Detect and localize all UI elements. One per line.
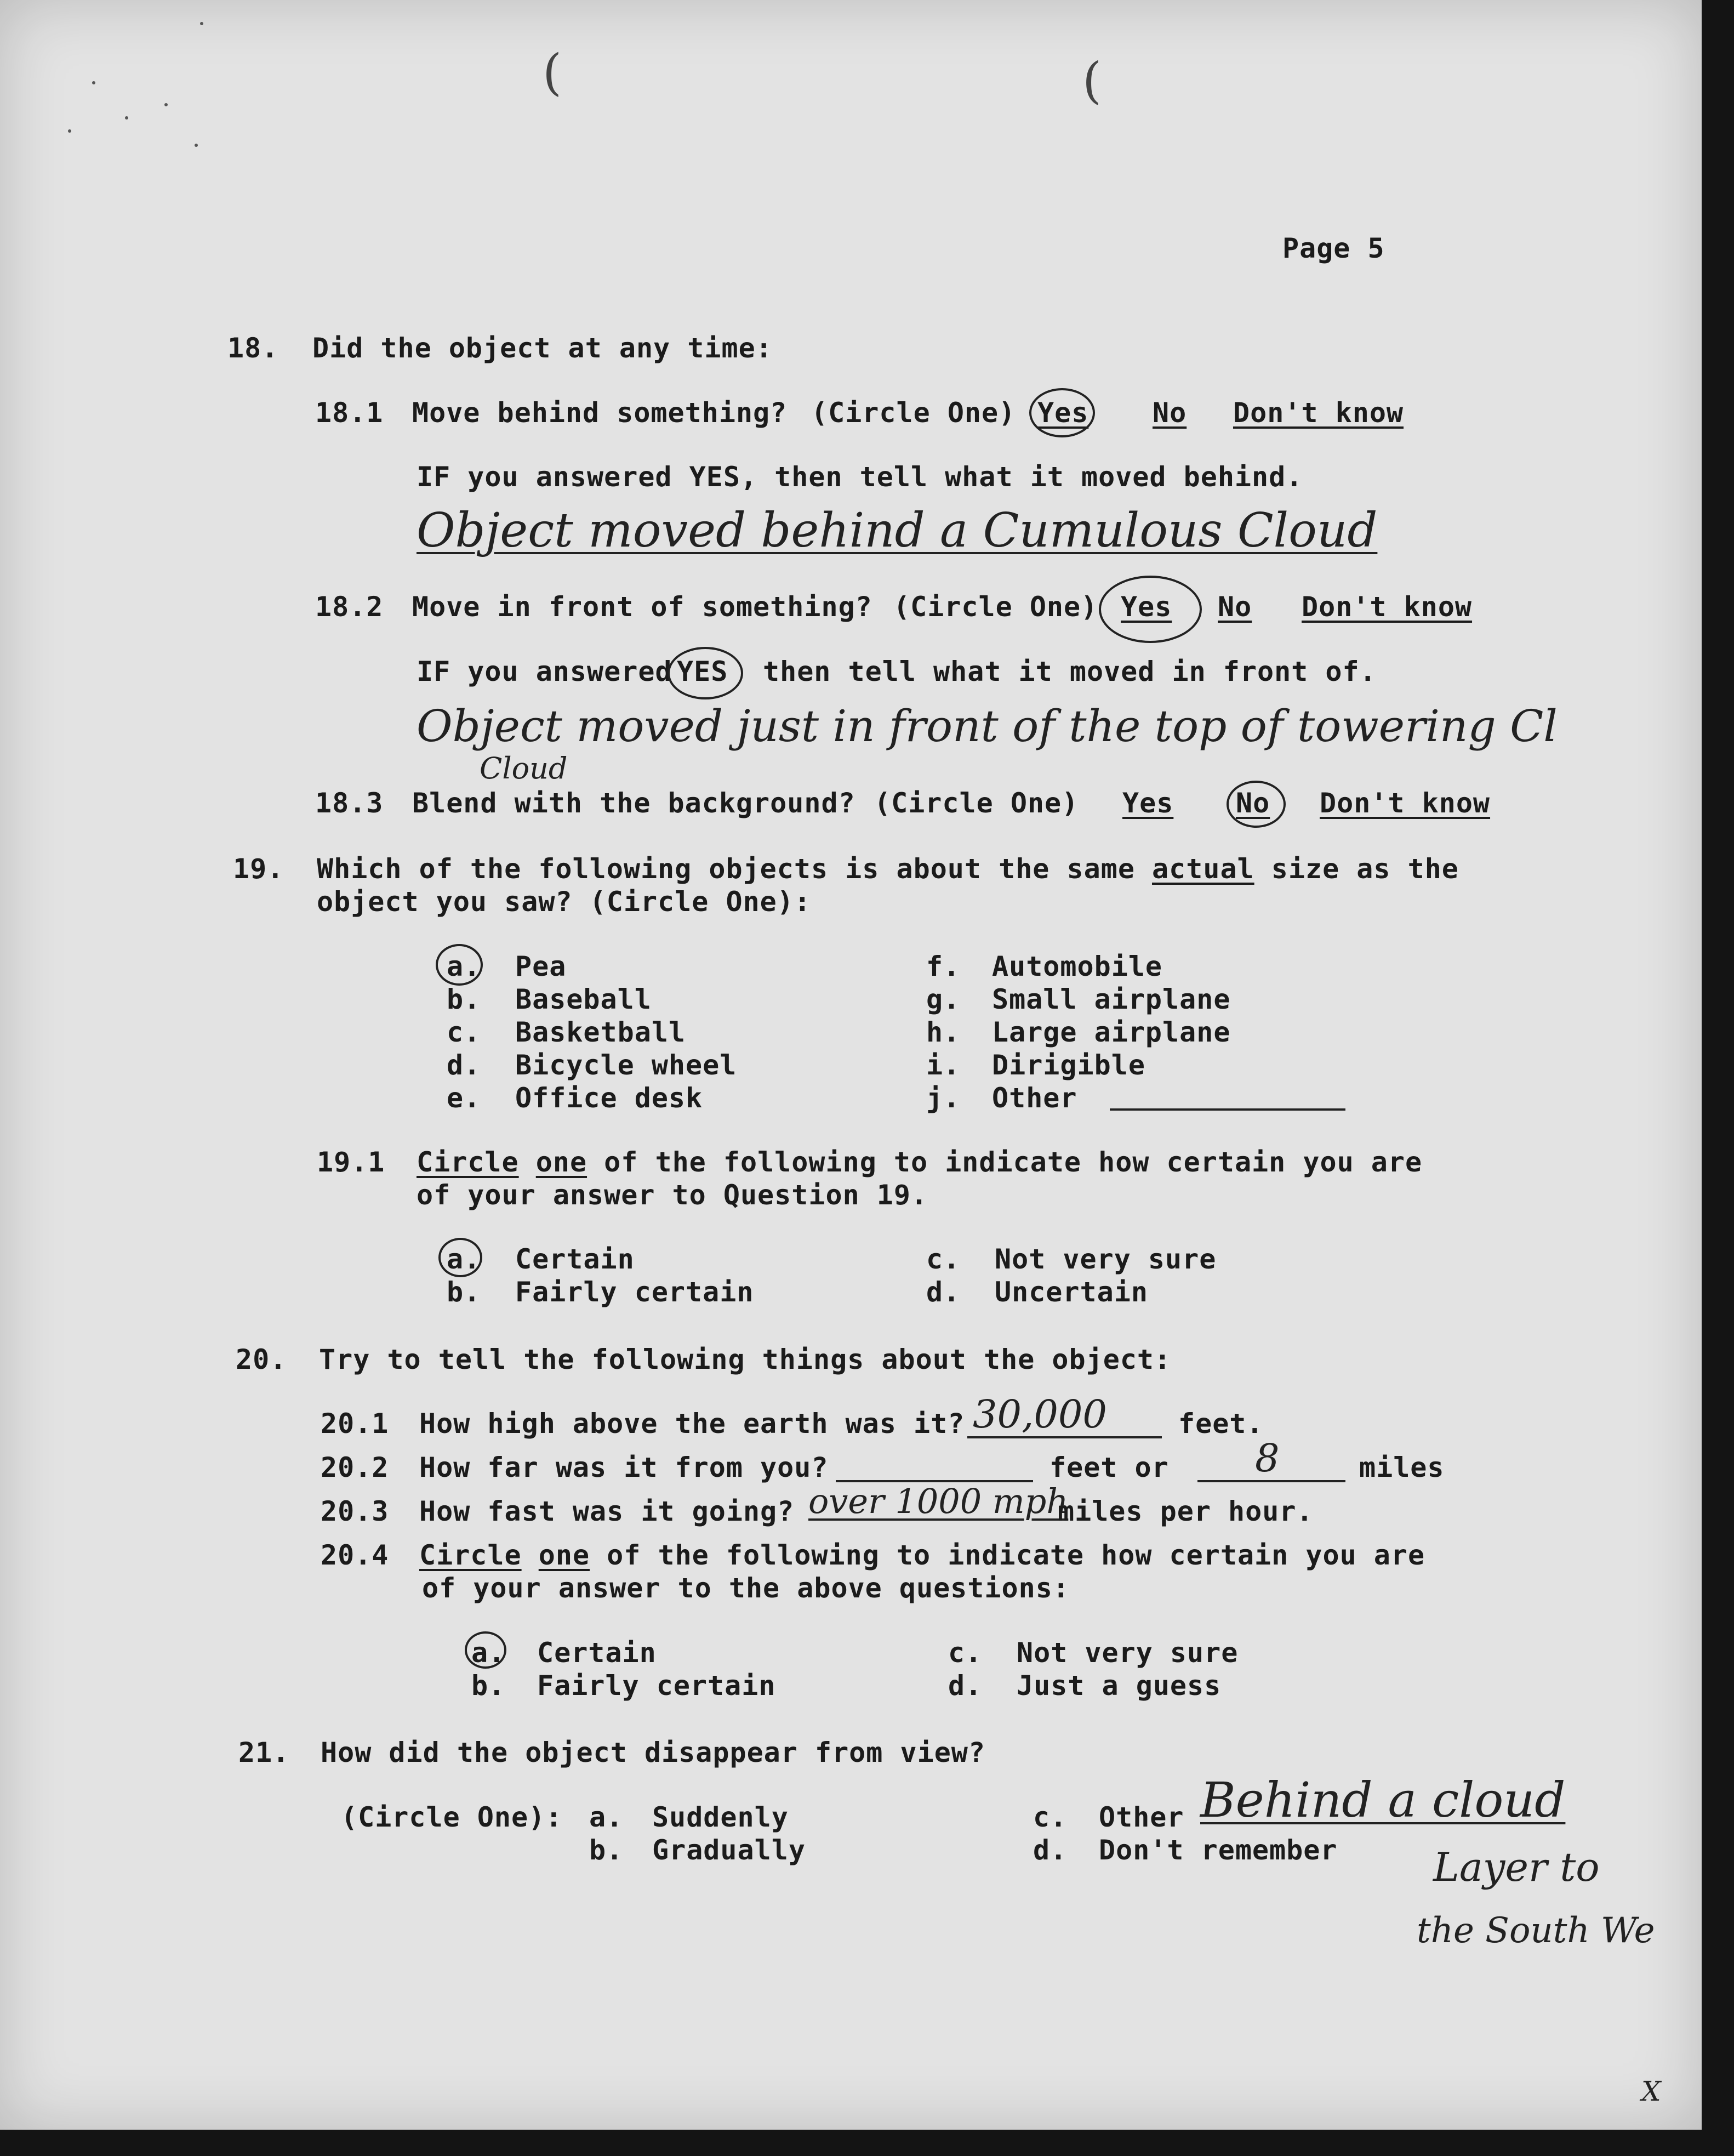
q20-4-option-letter[interactable]: a. — [471, 1637, 506, 1669]
corner-mark: X — [1641, 2075, 1661, 2107]
q19-option-label: Large airplane — [992, 1016, 1231, 1048]
q18-2-handwritten-answer: Object moved just in front of the top of towering Cl — [417, 701, 1558, 752]
q20-4-one-word: one — [538, 1539, 590, 1571]
answer-circle — [1227, 781, 1286, 828]
q20-4-option-letter[interactable]: b. — [471, 1670, 506, 1702]
q20-4-line1-rest: of the following to indicate how certain you are — [607, 1539, 1425, 1571]
q20-4-option-letter[interactable]: c. — [948, 1637, 983, 1669]
answer-circle — [1029, 388, 1095, 437]
q19-1-number: 19.1 — [317, 1146, 385, 1178]
q19-1-circle-word: Circle — [417, 1146, 519, 1178]
q21-option-letter[interactable]: a. — [589, 1801, 624, 1833]
q18-1-option-dont-know[interactable]: Don't know — [1233, 397, 1404, 429]
q19-option-letter[interactable]: i. — [926, 1049, 961, 1081]
q18-1-option-no[interactable]: No — [1153, 397, 1187, 429]
q19-1-option-label: Fairly certain — [515, 1276, 754, 1308]
q18-2-followup-prefix: IF you answered — [417, 656, 672, 687]
q18-number: 18. — [227, 332, 279, 364]
q19-1-option-letter[interactable]: c. — [926, 1243, 961, 1275]
q21-circle-note: (Circle One): — [341, 1801, 563, 1833]
q19-option-letter[interactable]: j. — [926, 1082, 961, 1114]
q19-option-label: Pea — [515, 951, 567, 982]
q18-2-followup-yes: YES — [677, 656, 728, 687]
q18-1-circle-note: (Circle One) — [811, 397, 1016, 429]
q21-option-label: Gradually — [652, 1834, 806, 1866]
answer-circle — [668, 647, 743, 699]
q19-option-label: Office desk — [515, 1082, 703, 1114]
q18-1-handwritten-answer: Object moved behind a Cumulous Cloud — [417, 503, 1378, 558]
q19-other-blank[interactable] — [1110, 1108, 1345, 1111]
scan-border-right — [1702, 0, 1734, 2156]
answer-circle — [436, 944, 483, 986]
q19-line1-b: size as the — [1271, 853, 1459, 885]
q20-2-unit2: miles — [1359, 1452, 1445, 1483]
scan-speck — [68, 129, 71, 133]
q18-3-number: 18.3 — [315, 787, 384, 819]
q19-option-label: Bicycle wheel — [515, 1049, 737, 1081]
q19-line2: object you saw? (Circle One): — [317, 886, 811, 918]
q21-other-handwritten-3: the South We — [1417, 1910, 1655, 1951]
q18-2-option-dont-know[interactable]: Don't know — [1302, 591, 1473, 623]
q18-2-option-yes[interactable]: Yes — [1121, 591, 1172, 623]
q19-1-line1 — [417, 1148, 1422, 1176]
q20-4-number: 20.4 — [321, 1539, 389, 1571]
q19-option-label: Baseball — [515, 983, 652, 1015]
q19-option-letter[interactable]: a. — [447, 951, 481, 982]
q19-number: 19. — [233, 853, 284, 885]
q21-other-handwritten-2: Layer to — [1433, 1844, 1600, 1890]
q20-4-option-label: Not very sure — [1017, 1637, 1239, 1669]
q19-option-label: Small airplane — [992, 983, 1231, 1015]
q20-4-option-label: Certain — [537, 1637, 657, 1669]
q20-2-number: 20.2 — [321, 1452, 389, 1483]
q19-option-letter[interactable]: h. — [926, 1016, 961, 1048]
q19-1-option-letter[interactable]: a. — [447, 1243, 481, 1275]
q20-4-circle-word: Circle — [419, 1539, 522, 1571]
q21-other-handwritten-1: Behind a cloud — [1200, 1772, 1566, 1828]
q21-number: 21. — [238, 1737, 290, 1768]
q20-text: Try to tell the following things about the object: — [319, 1344, 1172, 1375]
q20-3-number: 20.3 — [321, 1495, 389, 1527]
q20-1-handwritten-answer: 30,000 — [973, 1392, 1107, 1437]
q18-2-text: Move in front of something? — [412, 591, 872, 623]
q18-3-option-yes[interactable]: Yes — [1122, 787, 1174, 819]
q19-option-letter[interactable]: c. — [447, 1016, 481, 1048]
scan-speck — [125, 116, 128, 120]
q19-1-line2: of your answer to Question 19. — [417, 1179, 928, 1211]
q18-1-option-yes[interactable]: Yes — [1037, 397, 1089, 429]
q20-number: 20. — [236, 1344, 287, 1375]
q18-2-circle-note: (Circle One) — [893, 591, 1098, 623]
answer-circle — [1099, 576, 1202, 643]
q21-option-label: Suddenly — [652, 1801, 789, 1833]
answer-circle — [438, 1238, 482, 1277]
scan-border-bottom — [0, 2130, 1734, 2156]
q19-option-label: Other — [992, 1082, 1077, 1114]
q19-option-letter[interactable]: f. — [926, 951, 961, 982]
q21-option-letter[interactable]: d. — [1033, 1834, 1068, 1866]
q20-2-miles-blank[interactable] — [1197, 1480, 1345, 1482]
q20-2-unit1: feet or — [1049, 1452, 1169, 1483]
q19-line1-underlined: actual — [1152, 853, 1254, 885]
q20-2-text: How far was it from you? — [419, 1452, 829, 1483]
q19-1-option-letter[interactable]: b. — [447, 1276, 481, 1308]
q20-4-option-label: Just a guess — [1017, 1670, 1222, 1702]
q19-option-label: Dirigible — [992, 1049, 1145, 1081]
q19-option-letter[interactable]: d. — [447, 1049, 481, 1081]
q19-1-one-word: one — [535, 1146, 587, 1178]
scan-mark: ( — [1082, 52, 1102, 110]
q19-line1 — [317, 855, 1459, 883]
q20-3-unit: miles per hour. — [1058, 1495, 1314, 1527]
q20-1-text: How high above the earth was it? — [419, 1408, 965, 1440]
q19-line1-a: Which of the following objects is about the same — [317, 853, 1135, 885]
q18-2-followup-suffix: then tell what it moved in front of. — [763, 656, 1377, 687]
q19-option-letter[interactable]: b. — [447, 983, 481, 1015]
q20-4-option-letter[interactable]: d. — [948, 1670, 983, 1702]
q21-option-label: Other — [1099, 1801, 1184, 1833]
q21-option-label: Don't remember — [1099, 1834, 1338, 1866]
q21-option-letter[interactable]: c. — [1033, 1801, 1068, 1833]
scan-speck — [164, 103, 168, 106]
q19-1-line1-rest: of the following to indicate how certain you are — [604, 1146, 1423, 1178]
scan-mark: ( — [543, 44, 562, 101]
q19-1-option-letter[interactable]: d. — [926, 1276, 961, 1308]
q20-4-line2: of your answer to the above questions: — [422, 1572, 1070, 1604]
q18-2-handwritten-answer-2: Cloud — [480, 751, 568, 786]
q18-1-number: 18.1 — [315, 397, 384, 429]
q19-option-label: Automobile — [992, 951, 1163, 982]
q19-option-letter[interactable]: g. — [926, 983, 961, 1015]
q18-2-option-no[interactable]: No — [1218, 591, 1252, 623]
q18-1-text: Move behind something? — [412, 397, 788, 429]
q20-1-number: 20.1 — [321, 1408, 389, 1440]
q20-4-line1 — [419, 1541, 1425, 1569]
scan-speck — [200, 22, 203, 25]
answer-circle — [465, 1631, 506, 1669]
q18-text: Did the object at any time: — [312, 332, 773, 364]
q18-3-circle-note: (Circle One) — [874, 787, 1079, 819]
q21-text: How did the object disappear from view? — [321, 1737, 985, 1768]
q19-option-label: Basketball — [515, 1016, 686, 1048]
q20-3-text: How fast was it going? — [419, 1495, 795, 1527]
scan-speck — [92, 81, 95, 84]
q20-1-unit: feet. — [1178, 1408, 1264, 1440]
q19-option-letter[interactable]: e. — [447, 1082, 481, 1114]
q18-3-option-no[interactable]: No — [1236, 787, 1270, 819]
q20-4-option-label: Fairly certain — [537, 1670, 776, 1702]
q21-option-letter[interactable]: b. — [589, 1834, 624, 1866]
q20-1-blank[interactable] — [967, 1436, 1162, 1438]
q20-3-handwritten-answer: over 1000 mph — [808, 1481, 1069, 1521]
q19-1-option-label: Not very sure — [995, 1243, 1217, 1275]
page-number: Page 5 — [1282, 232, 1385, 264]
q19-1-option-label: Uncertain — [995, 1276, 1148, 1308]
q20-2-handwritten-answer: 8 — [1255, 1436, 1280, 1481]
scan-speck — [195, 144, 198, 147]
q18-3-text: Blend with the background? — [412, 787, 855, 819]
q18-3-option-dont-know[interactable]: Don't know — [1320, 787, 1491, 819]
q19-1-option-label: Certain — [515, 1243, 635, 1275]
q18-2-number: 18.2 — [315, 591, 384, 623]
q18-1-followup: IF you answered YES, then tell what it moved behind. — [417, 461, 1303, 493]
